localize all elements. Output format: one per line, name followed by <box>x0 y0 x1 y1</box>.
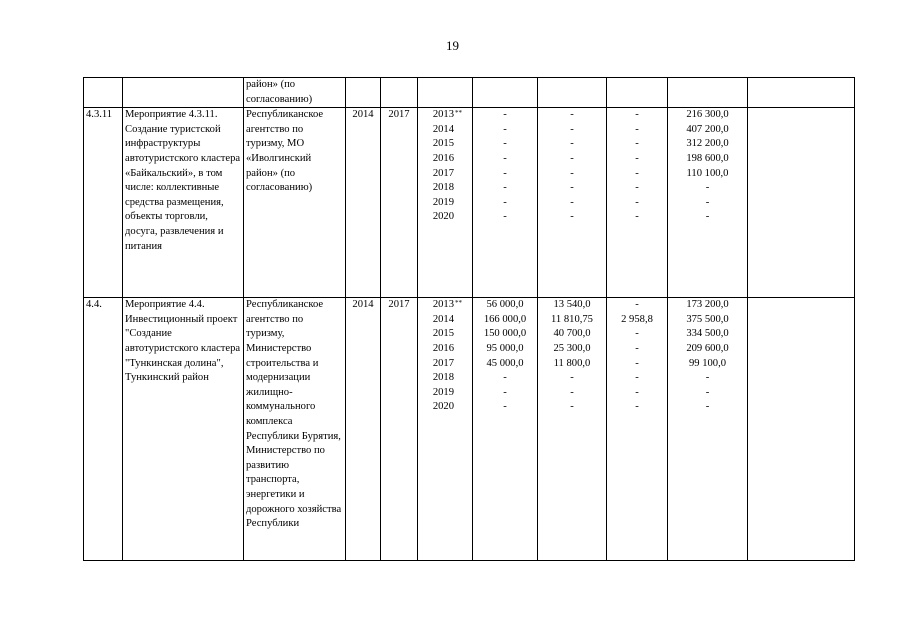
funding-col-4-value: 209 600,0 <box>686 342 729 354</box>
funding-col-1 <box>473 108 538 298</box>
table-row <box>84 108 855 298</box>
funding-col-3-value: - <box>635 182 639 194</box>
year-list-value: 2017 <box>432 357 454 369</box>
funding-col-1-value: - <box>503 109 507 121</box>
funding-col-2-value: - <box>570 372 574 384</box>
funding-col-1-value: 56 000,0 <box>486 299 524 311</box>
funding-col-3-value: - <box>635 196 639 208</box>
end-year <box>381 78 418 108</box>
year-list-value: 2020 <box>432 401 454 413</box>
funding-col-3-value: - <box>635 328 639 340</box>
end-year: 2017 <box>381 108 418 298</box>
executor-name: Республиканское агентство по туризму, Министерство строительства и модернизации жилищно-коммунального комплекса Республики Бурятия, Министерство по развитию транспорта, энергетики и дорожного хозяйства Республики <box>244 298 346 561</box>
funding-col-4-value: 334 500,0 <box>686 328 729 340</box>
year-list <box>418 78 473 108</box>
year-list-value: 2013 ** <box>420 298 470 313</box>
year-list-value: 2014 <box>432 313 454 325</box>
funding-col-1-value: - <box>503 152 507 164</box>
funding-col-2-value: - <box>570 211 574 223</box>
funding-col-3-value: - <box>635 357 639 369</box>
funding-col-2 <box>538 108 607 298</box>
funding-col-1-value: - <box>503 123 507 135</box>
funding-col-4-value: - <box>705 182 710 194</box>
funding-col-2-value: - <box>570 109 574 121</box>
funding-col-2-value: 13 540,0 <box>553 299 591 311</box>
funding-col-3 <box>607 108 668 298</box>
note-cell <box>748 78 855 108</box>
funding-col-2-value: 11 800,0 <box>553 357 591 369</box>
funding-col-2-value: - <box>570 138 574 150</box>
funding-col-2-value: 11 810,75 <box>551 313 593 325</box>
funding-col-1-value: - <box>503 138 507 150</box>
funding-col-4-value: 407 200,0 <box>686 123 729 135</box>
funding-col-2-value: - <box>570 167 574 179</box>
measure-name: Мероприятие 4.3.11. Создание туристской инфраструктуры автотуристского кластера «Байкальский», в том числе: коллективные средства размещения, объекты торговли, досуга, развлечения и питания <box>123 108 244 298</box>
funding-col-3-value: - <box>635 167 639 179</box>
year-list-value: 2020 <box>432 211 454 223</box>
year-list-value: 2017 <box>432 167 454 179</box>
funding-col-1-value: - <box>503 386 507 398</box>
funding-col-1-value: - <box>503 372 507 384</box>
funding-col-4-value: 216 300,0 <box>686 109 729 121</box>
funding-col-4-value: 173 200,0 <box>686 299 729 311</box>
program-table <box>83 77 855 561</box>
year-list-value: 2019 <box>432 386 454 398</box>
funding-col-2-value: - <box>570 182 574 194</box>
funding-col-4-value: 110 100,0 <box>686 167 729 179</box>
measure-name: Мероприятие 4.4. Инвестиционный проект "Создание автотуристского кластера "Тункинская долина", Тункинский район <box>123 298 244 561</box>
year-list-value: 2016 <box>432 342 454 354</box>
measure-name <box>123 78 244 108</box>
funding-col-2-value: 25 300,0 <box>553 342 591 354</box>
funding-col-4-value: 198 600,0 <box>686 152 729 164</box>
funding-col-2-value: - <box>570 386 574 398</box>
funding-col-1-value: 95 000,0 <box>486 342 524 354</box>
funding-col-2-value: 40 700,0 <box>553 328 591 340</box>
funding-col-2-value: - <box>570 196 574 208</box>
funding-col-3-value: - <box>635 401 639 413</box>
funding-col-4-value: - <box>705 372 710 384</box>
year-list-value: 2019 <box>432 196 454 208</box>
funding-col-1 <box>473 78 538 108</box>
row-code: 4.3.11 <box>84 108 123 298</box>
funding-col-4-value: - <box>705 211 710 223</box>
funding-col-3-value: - <box>635 152 639 164</box>
end-year: 2017 <box>381 298 418 561</box>
funding-col-2 <box>538 78 607 108</box>
funding-col-4-value: - <box>705 401 710 413</box>
page-number: 19 <box>446 38 459 53</box>
year-list-value: 2015 <box>432 138 454 150</box>
funding-col-2-value: - <box>570 401 574 413</box>
funding-col-2-value: - <box>570 152 574 164</box>
start-year: 2014 <box>346 108 381 298</box>
funding-col-1-value: - <box>503 167 507 179</box>
funding-col-1-value: - <box>503 211 507 223</box>
funding-col-4 <box>668 298 748 561</box>
funding-col-3-value: 2 958,8 <box>621 313 653 325</box>
funding-col-1-value: - <box>503 401 507 413</box>
funding-col-3-value: - <box>635 372 639 384</box>
funding-col-4-value: 312 200,0 <box>686 138 729 150</box>
funding-col-4-value: - <box>705 386 710 398</box>
funding-col-1-value: - <box>503 182 507 194</box>
funding-col-3 <box>607 298 668 561</box>
year-list-value: 2018 <box>432 372 454 384</box>
funding-col-3-value: - <box>635 299 639 311</box>
funding-col-3-value: - <box>635 109 639 121</box>
funding-col-1-value: - <box>503 196 507 208</box>
table-row <box>84 78 855 108</box>
year-list <box>418 298 473 561</box>
funding-col-4-value: 375 500,0 <box>686 313 729 325</box>
funding-col-2 <box>538 298 607 561</box>
table-row <box>84 298 855 561</box>
funding-col-1-value: 150 000,0 <box>483 328 527 340</box>
funding-col-1-value: 166 000,0 <box>483 313 527 325</box>
executor-name: Республиканское агентство по туризму, МО «Иволгинский район» (по согласованию) <box>244 108 346 298</box>
year-list <box>418 108 473 298</box>
year-list-value: 2014 <box>432 123 454 135</box>
executor-name: район» (по согласованию) <box>244 78 346 108</box>
row-code: 4.4. <box>84 298 123 561</box>
funding-col-4 <box>668 108 748 298</box>
year-list-value: 2015 <box>432 328 454 340</box>
funding-col-3 <box>607 78 668 108</box>
funding-col-4-value: - <box>705 196 710 208</box>
funding-col-3-value: - <box>635 386 639 398</box>
funding-col-4 <box>668 78 748 108</box>
year-list-value: 2018 <box>432 182 454 194</box>
row-code <box>84 78 123 108</box>
year-list-value: 2013 ** <box>420 108 470 123</box>
funding-col-2-value: - <box>570 123 574 135</box>
funding-col-1-value: 45 000,0 <box>486 357 524 369</box>
funding-col-4-value: 99 100,0 <box>688 357 727 369</box>
note-cell <box>748 108 855 298</box>
start-year: 2014 <box>346 298 381 561</box>
note-cell <box>748 298 855 561</box>
funding-col-3-value: - <box>635 123 639 135</box>
funding-col-3-value: - <box>635 342 639 354</box>
year-list-value: 2016 <box>432 152 454 164</box>
start-year <box>346 78 381 108</box>
funding-col-1 <box>473 298 538 561</box>
funding-col-3-value: - <box>635 138 639 150</box>
funding-col-3-value: - <box>635 211 639 223</box>
